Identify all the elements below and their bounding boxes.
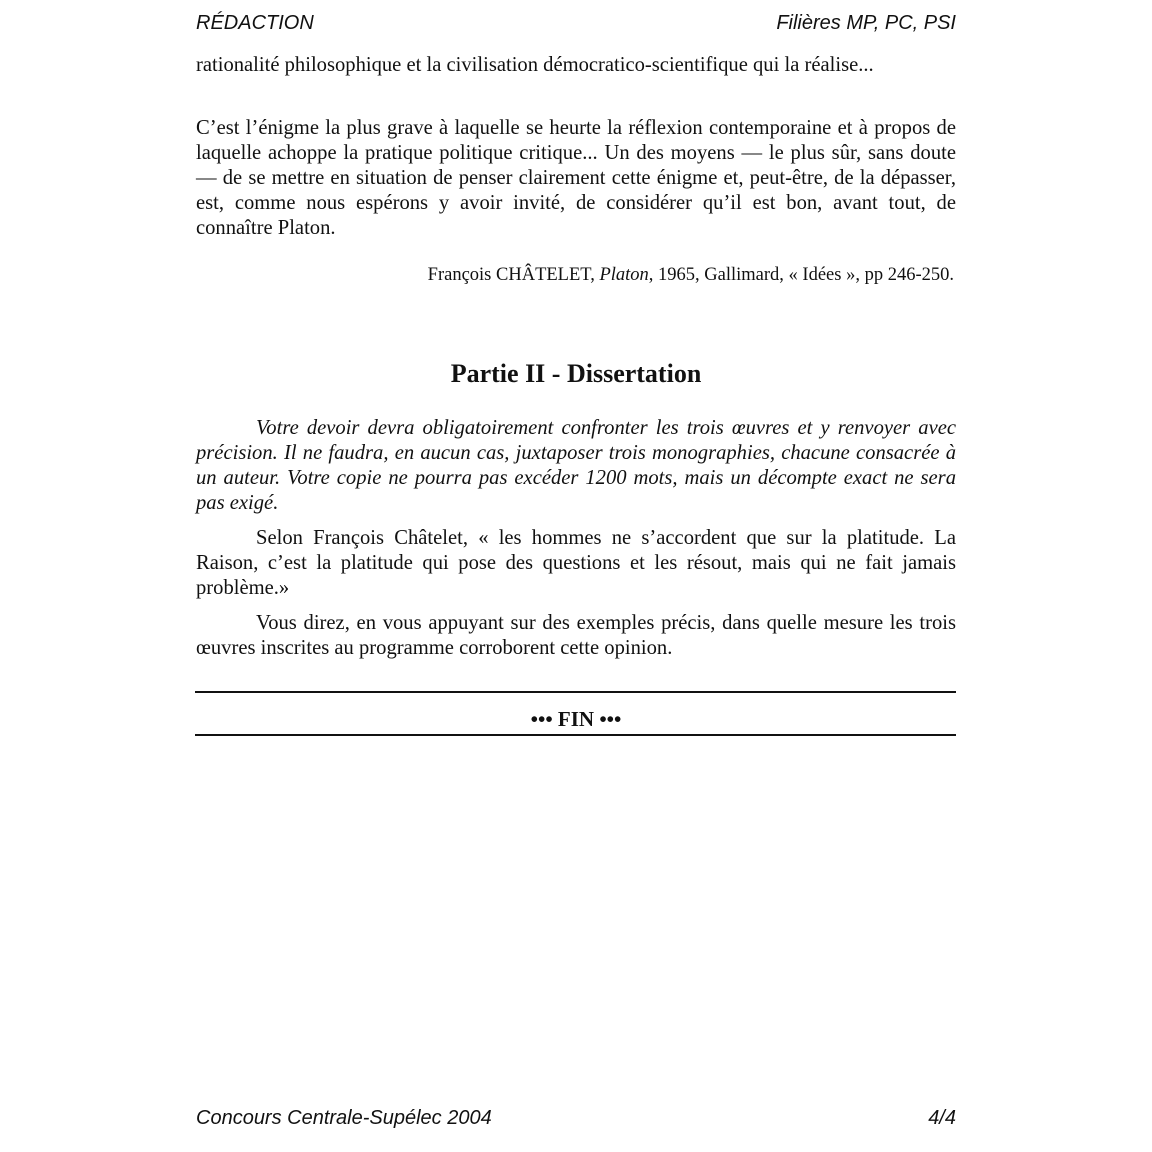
end-rule-bottom bbox=[195, 734, 956, 736]
header-streams: Filières MP, PC, PSI bbox=[776, 12, 956, 34]
header-subject: RÉDACTION bbox=[196, 12, 314, 34]
question-text: Vous direz, en vous appuyant sur des exemples précis, dans quelle mesure les trois œuvres inscrites au programme corroborent cette opinion. bbox=[196, 612, 956, 659]
citation-details: , 1965, Gallimard, « Idées », pp 246-250. bbox=[648, 265, 954, 285]
excerpt-paragraph-2 bbox=[196, 116, 956, 241]
excerpt-paragraph-2-text: C’est l’énigme la plus grave à laquelle se heurte la réflexion contemporaine et à propos de laquelle achoppe la pratique politique critique... Un des moyens — le plus sûr, sans doute — de se mettre en situation de penser clairement cette énigme et, peut-être, de la dépasser, est, comme nous espérons y avoir invité, de considérer qu’il est bon, avant tout, de connaître Platon. bbox=[196, 117, 956, 239]
dissertation-quote bbox=[196, 526, 956, 601]
footer-exam-name: Concours Centrale-Supélec 2004 bbox=[196, 1107, 492, 1129]
section-title: Partie II - Dissertation bbox=[450, 359, 702, 388]
excerpt-paragraph-1-text: rationalité philosophique et la civilisation démocratico-scientifique qui la réalise... bbox=[196, 54, 874, 76]
page-header bbox=[196, 11, 956, 35]
citation-work-title: Platon bbox=[599, 265, 649, 285]
source-citation bbox=[196, 263, 954, 287]
excerpt-paragraph-1 bbox=[196, 53, 956, 78]
footer-page-number: 4/4 bbox=[928, 1107, 956, 1129]
quote-text: Selon François Châtelet, « les hommes ne s’accordent que sur la platitude. La Raison, c’est la platitude qui pose des questions et les résout, mais qui ne fait jamais problème.» bbox=[196, 527, 956, 599]
page-footer bbox=[196, 1106, 956, 1130]
end-rule-top bbox=[195, 691, 956, 693]
instructions-text: Votre devoir devra obligatoirement confronter les trois œuvres et y renvoyer avec précision. Il ne faudra, en aucun cas, juxtaposer trois monographies, chacune consacrée à un auteur. Votre copie ne pourra pas excéder 1200 mots, mais un décompte exact ne sera pas exigé. bbox=[196, 417, 956, 514]
dissertation-question bbox=[196, 611, 956, 661]
citation-author: François CHÂTELET, bbox=[427, 265, 600, 285]
dissertation-instructions bbox=[196, 416, 956, 516]
end-marker: ••• FIN ••• bbox=[530, 707, 622, 731]
